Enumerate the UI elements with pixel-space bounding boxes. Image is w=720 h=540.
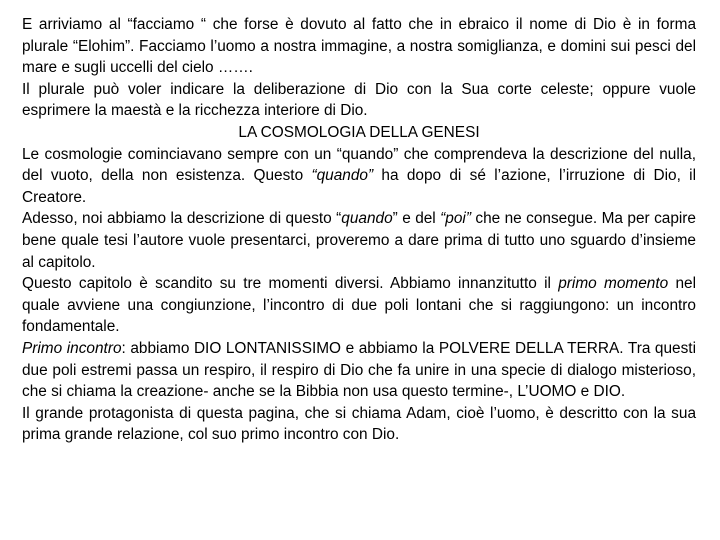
text-run: nel quale avviene una congiunzione, l’incontro di due poli lontani che si raggiungono: un incontro fondamentale. bbox=[22, 275, 696, 336]
text-run: ” e del bbox=[392, 210, 441, 228]
italic-text: Primo incontro bbox=[22, 339, 122, 357]
paragraph-adam: Il grande protagonista di questa pagina, che si chiama Adam, cioè l’uomo, è descritto con la sua prima grande relazione, col suo primo incontro con Dio. bbox=[22, 404, 696, 444]
italic-text: “poi” bbox=[440, 210, 471, 228]
text-run: ha dopo di sé l’azione, l’irruzione di Dio, il Creatore. bbox=[22, 167, 697, 206]
document-page bbox=[22, 14, 696, 446]
paragraph-overview bbox=[22, 208, 696, 273]
paragraph-first-encounter bbox=[22, 338, 696, 403]
text-run: Questo capitolo è scandito su tre momenti diversi. Abbiamo innanzitutto il bbox=[22, 275, 559, 293]
section-heading: LA COSMOLOGIA DELLA GENESI bbox=[238, 123, 480, 141]
paragraph-plural-meaning: Il plurale può voler indicare la deliberazione di Dio con la Sua corte celeste; oppure vuole esprimere la maestà e la ricchezza interiore di Dio. bbox=[22, 80, 696, 120]
italic-text: “quando” bbox=[311, 167, 374, 185]
text-run: che ne consegue. Ma per capire bene quale tesi l’autore vuole presentarci, proveremo a dare prima di tutto uno sguardo d’insieme al capitolo. bbox=[22, 210, 696, 271]
italic-text: quando bbox=[341, 210, 393, 228]
paragraph-elohim: E arriviamo al “facciamo “ che forse è dovuto al fatto che in ebraico il nome di Dio è in forma plurale “Elohim”. Facciamo l’uomo a nostra immagine, a nostra somiglianza, e domini sui pesci del mare e sugli uccelli del cielo ……. bbox=[22, 16, 696, 77]
paragraph-cosmologies bbox=[22, 144, 696, 209]
italic-text: primo momento bbox=[558, 275, 669, 293]
text-run: Le cosmologie cominciavano sempre con un “quando” che comprendeva la descrizione del nulla, del vuoto, della non esistenza. Questo bbox=[22, 145, 696, 185]
text-run: : abbiamo DIO LONTANISSIMO e abbiamo la POLVERE DELLA TERRA. Tra questi due poli estremi passa un respiro, il respiro di Dio che fa unire in una specie di dialogo misterioso, che si chiama la creazione- anche se la Bibbia non usa questo termine-, L’UOMO e DIO. bbox=[22, 339, 696, 401]
paragraph-three-moments bbox=[22, 273, 696, 338]
text-run: Adesso, noi abbiamo la descrizione di questo “ bbox=[22, 210, 342, 228]
